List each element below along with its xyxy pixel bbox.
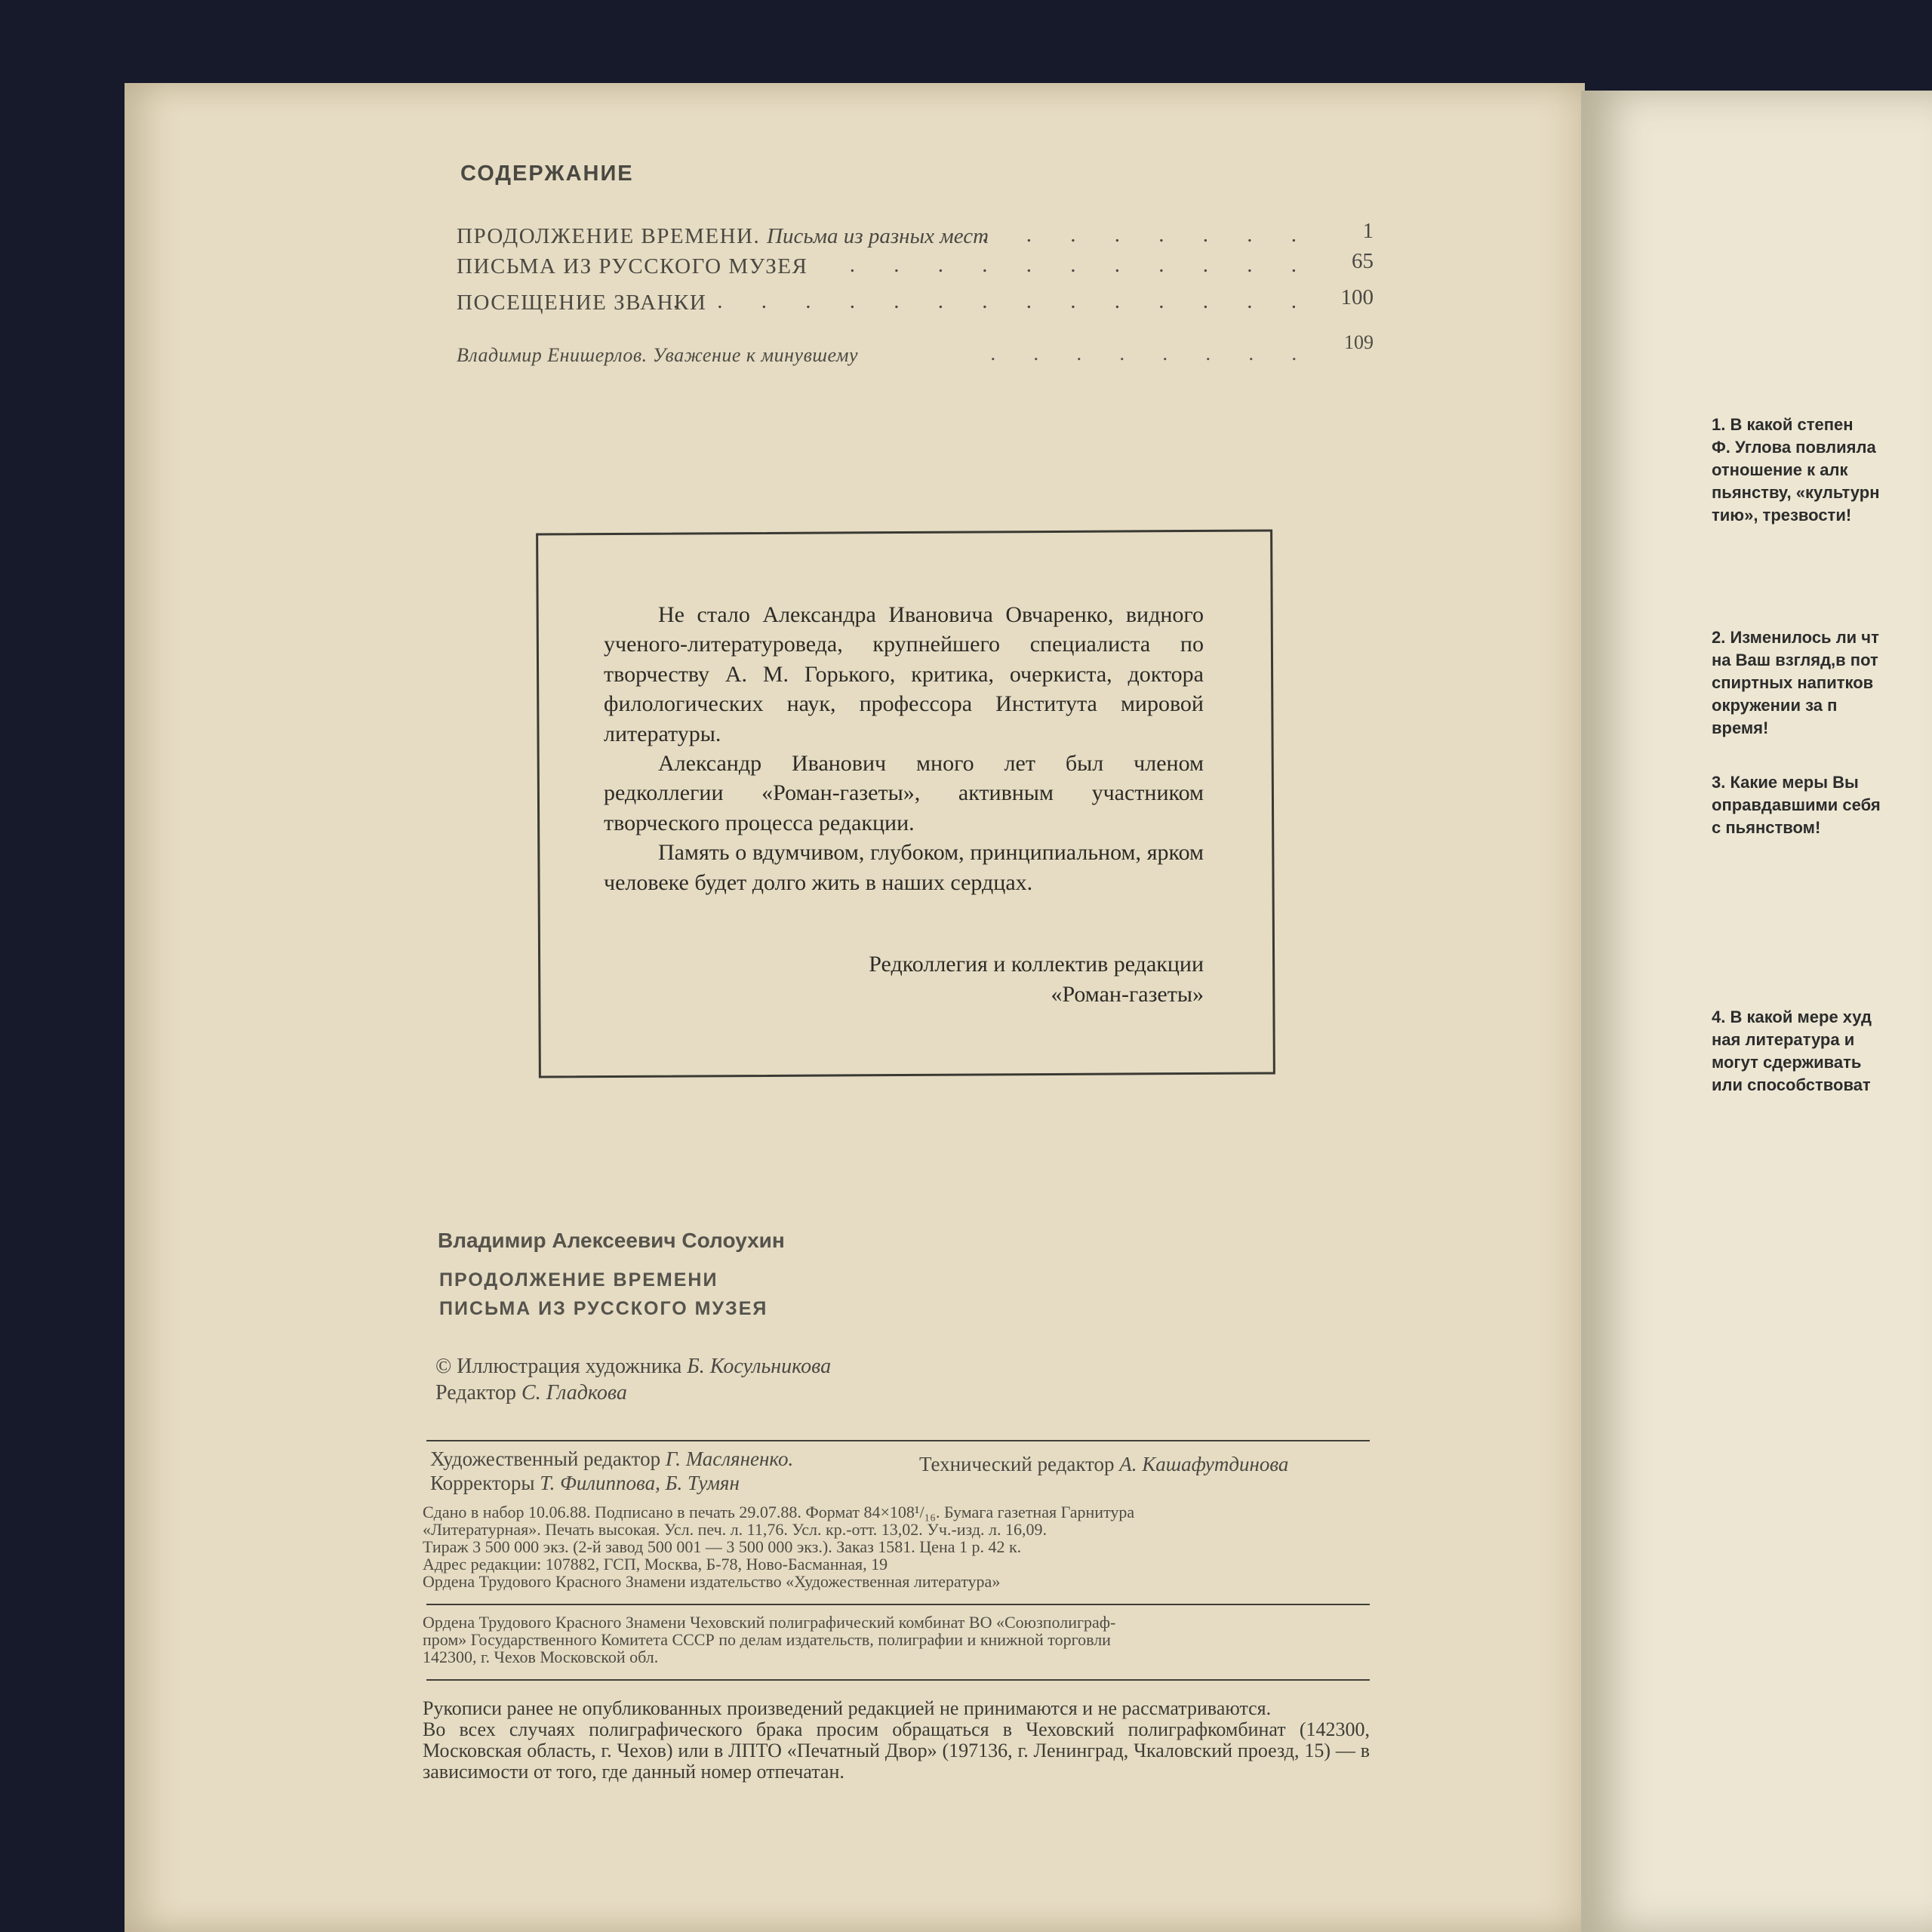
print-line: Тираж 3 500 000 экз. (2-й завод 500 001 — 3 500 000 экз.). Заказ 1581. Цена 1 р. 42 к. <box>423 1537 1022 1556</box>
print-line: «Литературная». Печать высокая. Усл. печ. л. 11,76. Усл. кр.-отт. 13,02. Уч.-изд. л. 16,09. <box>423 1520 1048 1539</box>
illustration-credit: © Иллюстрация художника Б. Косульникова <box>435 1355 832 1378</box>
tech-editor-credit: Технический редактор А. Кашафутдинова <box>919 1453 1289 1475</box>
toc-entry-subtitle: Уважение к минувшему <box>652 344 859 366</box>
memorial-signature <box>604 949 1204 1010</box>
toc-entry <box>457 285 1374 315</box>
question-2: 2. Изменилось ли чт на Ваш взгляд,в пот спиртных напитков окружении за п время! <box>1712 628 1879 737</box>
toc-entry-title: ПРОДОЛЖЕНИЕ ВРЕМЕНИ. <box>457 224 761 248</box>
memorial-paragraph: Память о вдумчивом, глубоком, принципиальном, ярком человеке будет долго жить в наших сердцах. <box>604 840 1204 895</box>
publisher-notes <box>423 1698 1370 1783</box>
toc-entry <box>457 331 1374 366</box>
book-title: ПРОДОЛЖЕНИЕ ВРЕМЕНИ <box>439 1269 718 1291</box>
toc-leader-dots: . . . . . . . . . . . <box>849 253 1313 277</box>
toc-entry <box>457 249 1374 279</box>
question-1: 1. В какой степен Ф. Углова повлияла отношение к алк пьянству, «культурн тию», трезвости! <box>1712 415 1880 525</box>
question-4: 4. В какой мере худ ная литература и могут сдерживать или способствоват <box>1712 1008 1872 1094</box>
print-line: Ордена Трудового Красного Знамени издательство «Художественная литература» <box>423 1572 1001 1591</box>
toc-leader-dots: . . . . . . . . . . . . . . . <box>672 289 1313 313</box>
toc-leader-dots: . . . . . . . . <box>982 223 1313 247</box>
correctors-credit: Корректоры Т. Филиппова, Б. Тумян <box>430 1472 740 1494</box>
toc-entry-subtitle: Письма из разных мест <box>767 224 989 248</box>
print-line: Адрес редакции: 107882, ГСП, Москва, Б-78, Ново-Басманная, 19 <box>423 1555 888 1574</box>
memorial-paragraph: Не стало Александра Ивановича Овчаренко, видного ученого-литературоведа, крупнейшего специалиста по творчеству А. М. Горького, критика, очеркиста, доктора филологических наук, профессора Института мировой литературы. <box>604 602 1204 746</box>
divider <box>426 1604 1370 1605</box>
toc-entry-title: Владимир Енишерлов. <box>457 344 648 366</box>
toc-leader-dots: . . . . . . . . <box>990 343 1313 365</box>
toc-page-number: 1 <box>1362 219 1374 243</box>
toc-page-number: 100 <box>1340 285 1374 309</box>
print-line: Сдано в набор 10.06.88. Подписано в печать 29.07.88. Формат 84×108¹/₁₆. Бумага газетная Гарнитура <box>423 1503 1135 1521</box>
signature-line: «Роман-газеты» <box>1051 982 1204 1007</box>
toc-entry <box>457 219 1374 249</box>
book-title: ПИСЬМА ИЗ РУССКОГО МУЗЕЯ <box>439 1298 768 1319</box>
toc-entry-title: ПОСЕЩЕНИЕ ЗВАНКИ <box>457 291 707 315</box>
printer-line: Ордена Трудового Красного Знамени Чеховский полиграфический комбинат ВО «Союзполиграф- <box>423 1613 1116 1632</box>
toc-page-number: 65 <box>1352 249 1374 273</box>
printer-details <box>423 1614 1370 1666</box>
printer-line: пром» Государственного Комитета СССР по делам издательств, полиграфии и книжной торговли <box>423 1630 1111 1649</box>
printer-line: 142300, г. Чехов Московской обл. <box>423 1647 659 1666</box>
print-details <box>423 1503 1370 1590</box>
memorial-paragraph: Александр Иванович много лет был членом редколлегии «Роман-газеты», активным участником творческого процесса редакции. <box>604 751 1204 835</box>
divider <box>426 1679 1370 1681</box>
toc-heading: СОДЕРЖАНИЕ <box>460 162 634 186</box>
memorial-text <box>604 600 1204 897</box>
divider <box>426 1440 1370 1441</box>
author-name: Владимир Алексеевич Солоухин <box>438 1229 785 1252</box>
toc-page-number: 109 <box>1344 331 1374 353</box>
note-paragraph: Рукописи ранее не опубликованных произведений редакцией не принимаются и не рассматриваются. <box>423 1697 1272 1719</box>
signature-line: Редколлегия и коллектив редакции <box>869 952 1204 977</box>
question-3: 3. Какие меры Вы оправдавшими себя с пьянством! <box>1712 773 1881 837</box>
toc-entry-title: ПИСЬМА ИЗ РУССКОГО МУЗЕЯ <box>457 254 808 278</box>
editor-credit: Редактор С. Гладкова <box>435 1381 627 1404</box>
art-editor-credit: Художественный редактор Г. Масляненко. <box>430 1447 794 1470</box>
note-paragraph: Во всех случаях полиграфического брака просим обращаться в Чеховский полиграфкомбинат (142300, Московская область, г. Чехов) или в ЛПТО «Печатный Двор» (197136, г. Ленинград, Чкаловский проезд, 15) — в зависимости от того, где данный номер отпечатан. <box>423 1718 1370 1783</box>
